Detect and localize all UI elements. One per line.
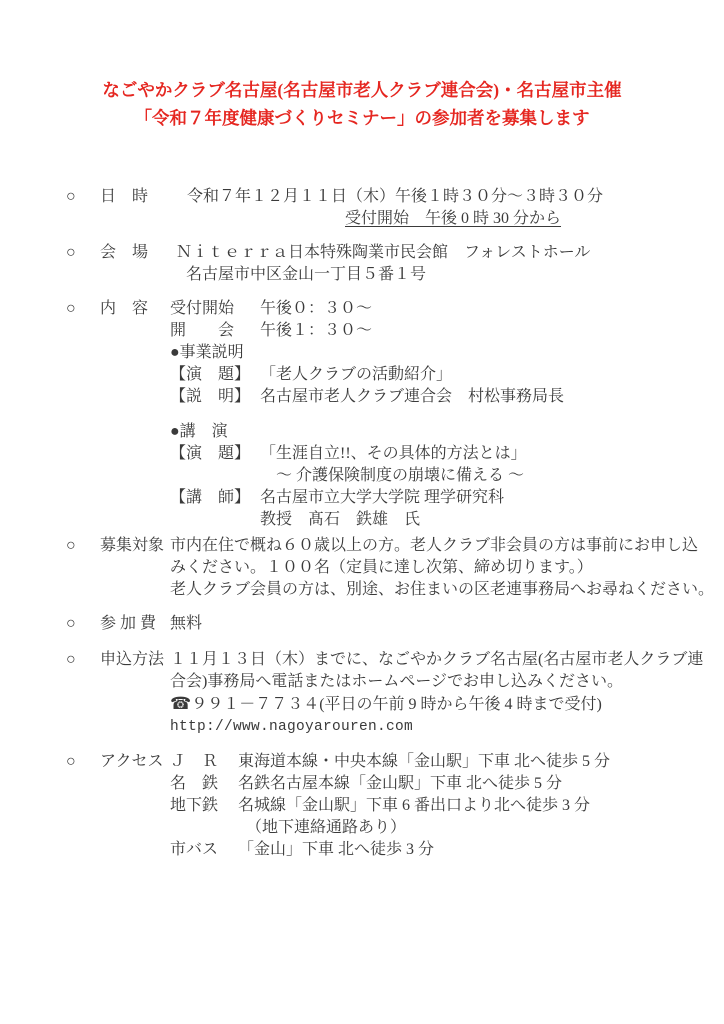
document-body bbox=[66, 186, 715, 861]
schedule-row bbox=[170, 320, 694, 342]
access-mode: Ｊ Ｒ bbox=[170, 753, 219, 770]
section-contents bbox=[66, 298, 694, 531]
lecture-item bbox=[170, 443, 694, 465]
bracket-key: 【演 題】 bbox=[170, 445, 251, 462]
circle-bullet: ○ bbox=[66, 615, 76, 632]
business-item bbox=[170, 386, 694, 408]
circle-bullet: ○ bbox=[66, 753, 76, 770]
access-subway-note: （地下連絡通路あり） bbox=[246, 819, 407, 836]
schedule-value: 午後０：３０～ bbox=[260, 300, 373, 317]
circle-bullet: ○ bbox=[66, 244, 76, 261]
access-row-subway bbox=[170, 795, 694, 817]
bracket-value: 「生涯自立!!、その具体的方法とは」 bbox=[260, 445, 527, 462]
section-label-fee: 参 加 費 bbox=[100, 615, 157, 632]
title-line-1: なごやかクラブ名古屋(名古屋市老人クラブ連合会)・名古屋市主催 bbox=[102, 80, 622, 100]
phone-number: ９９１－７７３４(平日の午前 9 時から午後 4 時まで受付) bbox=[191, 696, 602, 713]
target-text-line: 市内在住で概ね６０歳以上の方。老人クラブ非会員の方は事前にお申し込 bbox=[170, 537, 699, 554]
section-fee bbox=[66, 613, 694, 635]
bracket-key: 【講 師】 bbox=[170, 489, 251, 506]
schedule-value: 午後１：３０～ bbox=[260, 322, 373, 339]
lecture-subtitle: ～ 介護保険制度の崩壊に備える ～ bbox=[276, 467, 525, 484]
section-target bbox=[66, 535, 715, 601]
target-text-line: 老人クラブ会員の方は、別途、お住まいの区老連事務局へお尋ねください。 bbox=[170, 581, 715, 598]
datetime-value: 令和７年１２月１１日（木）午後１時３０分～３時３０分 bbox=[187, 188, 604, 205]
section-label-datetime: 日 時 bbox=[100, 188, 149, 205]
access-desc: 名城線「金山駅」下車 6 番出口より北へ徒歩 3 分 bbox=[238, 797, 591, 814]
title-line-2: 「令和７年度健康づくりセミナー」の参加者を募集します bbox=[134, 108, 590, 128]
circle-bullet: ○ bbox=[66, 537, 76, 554]
circle-bullet: ○ bbox=[66, 188, 76, 205]
schedule-key: 開 会 bbox=[170, 322, 235, 339]
apply-text-line: １１月１３日（木）までに、なごやかクラブ名古屋(名古屋市老人クラブ連 bbox=[170, 651, 704, 668]
page-title bbox=[0, 0, 724, 132]
target-text-line: みください。１００名（定員に達し次第、締め切ります。） bbox=[170, 559, 593, 576]
schedule-key: 受付開始 bbox=[170, 300, 235, 317]
lecture-item bbox=[170, 487, 694, 509]
lecturer-name: 教授 髙石 鉄雄 氏 bbox=[260, 511, 421, 528]
telephone-icon: ☎ bbox=[170, 694, 192, 713]
section-apply bbox=[66, 649, 704, 738]
apply-text-line: 合会)事務局へ電話またはホームページでお申し込みください。 bbox=[170, 673, 624, 690]
circle-bullet: ○ bbox=[66, 651, 76, 668]
bracket-key: 【説 明】 bbox=[170, 388, 251, 405]
access-mode: 市バス bbox=[170, 841, 219, 858]
access-row-jr bbox=[170, 751, 694, 773]
access-row-meitetsu bbox=[170, 773, 694, 795]
reception-start-note: 受付開始 午後 0 時 30 分から bbox=[345, 210, 562, 227]
access-desc: 「金山」下車 北へ徒歩 3 分 bbox=[238, 841, 435, 858]
section-label-contents: 内 容 bbox=[100, 300, 149, 317]
bracket-value: 名古屋市老人クラブ連合会 村松事務局長 bbox=[260, 388, 565, 405]
section-datetime bbox=[66, 186, 694, 230]
schedule-row bbox=[170, 298, 694, 320]
access-desc: 名鉄名古屋本線「金山駅」下車 北へ徒歩 5 分 bbox=[238, 775, 563, 792]
access-mode: 名 鉄 bbox=[170, 775, 219, 792]
section-label-apply: 申込方法 bbox=[100, 651, 165, 668]
fee-value: 無料 bbox=[170, 615, 203, 632]
circle-bullet: ○ bbox=[66, 300, 76, 317]
bracket-value: 「老人クラブの活動紹介」 bbox=[260, 366, 453, 383]
access-mode: 地下鉄 bbox=[170, 797, 219, 814]
business-item bbox=[170, 364, 694, 386]
access-row-citybus bbox=[170, 839, 694, 861]
website-url: http://www.nagoyarouren.com bbox=[170, 719, 414, 735]
section-venue bbox=[66, 242, 694, 286]
section-access bbox=[66, 751, 694, 861]
bracket-value: 名古屋市立大学大学院 理学研究科 bbox=[260, 489, 505, 506]
business-heading: ●事業説明 bbox=[170, 344, 244, 361]
section-label-venue: 会 場 bbox=[100, 244, 149, 261]
access-desc: 東海道本線・中央本線「金山駅」下車 北へ徒歩 5 分 bbox=[238, 753, 611, 770]
venue-hall-name: Ｎｉｔｅｒｒａ日本特殊陶業市民会館 フォレストホール bbox=[176, 244, 591, 261]
bracket-key: 【演 題】 bbox=[170, 366, 251, 383]
lecture-heading: ●講 演 bbox=[170, 423, 228, 440]
section-label-target: 募集対象 bbox=[100, 537, 165, 554]
section-label-access: アクセス bbox=[100, 753, 164, 770]
venue-address: 名古屋市中区金山一丁目５番１号 bbox=[186, 266, 427, 283]
